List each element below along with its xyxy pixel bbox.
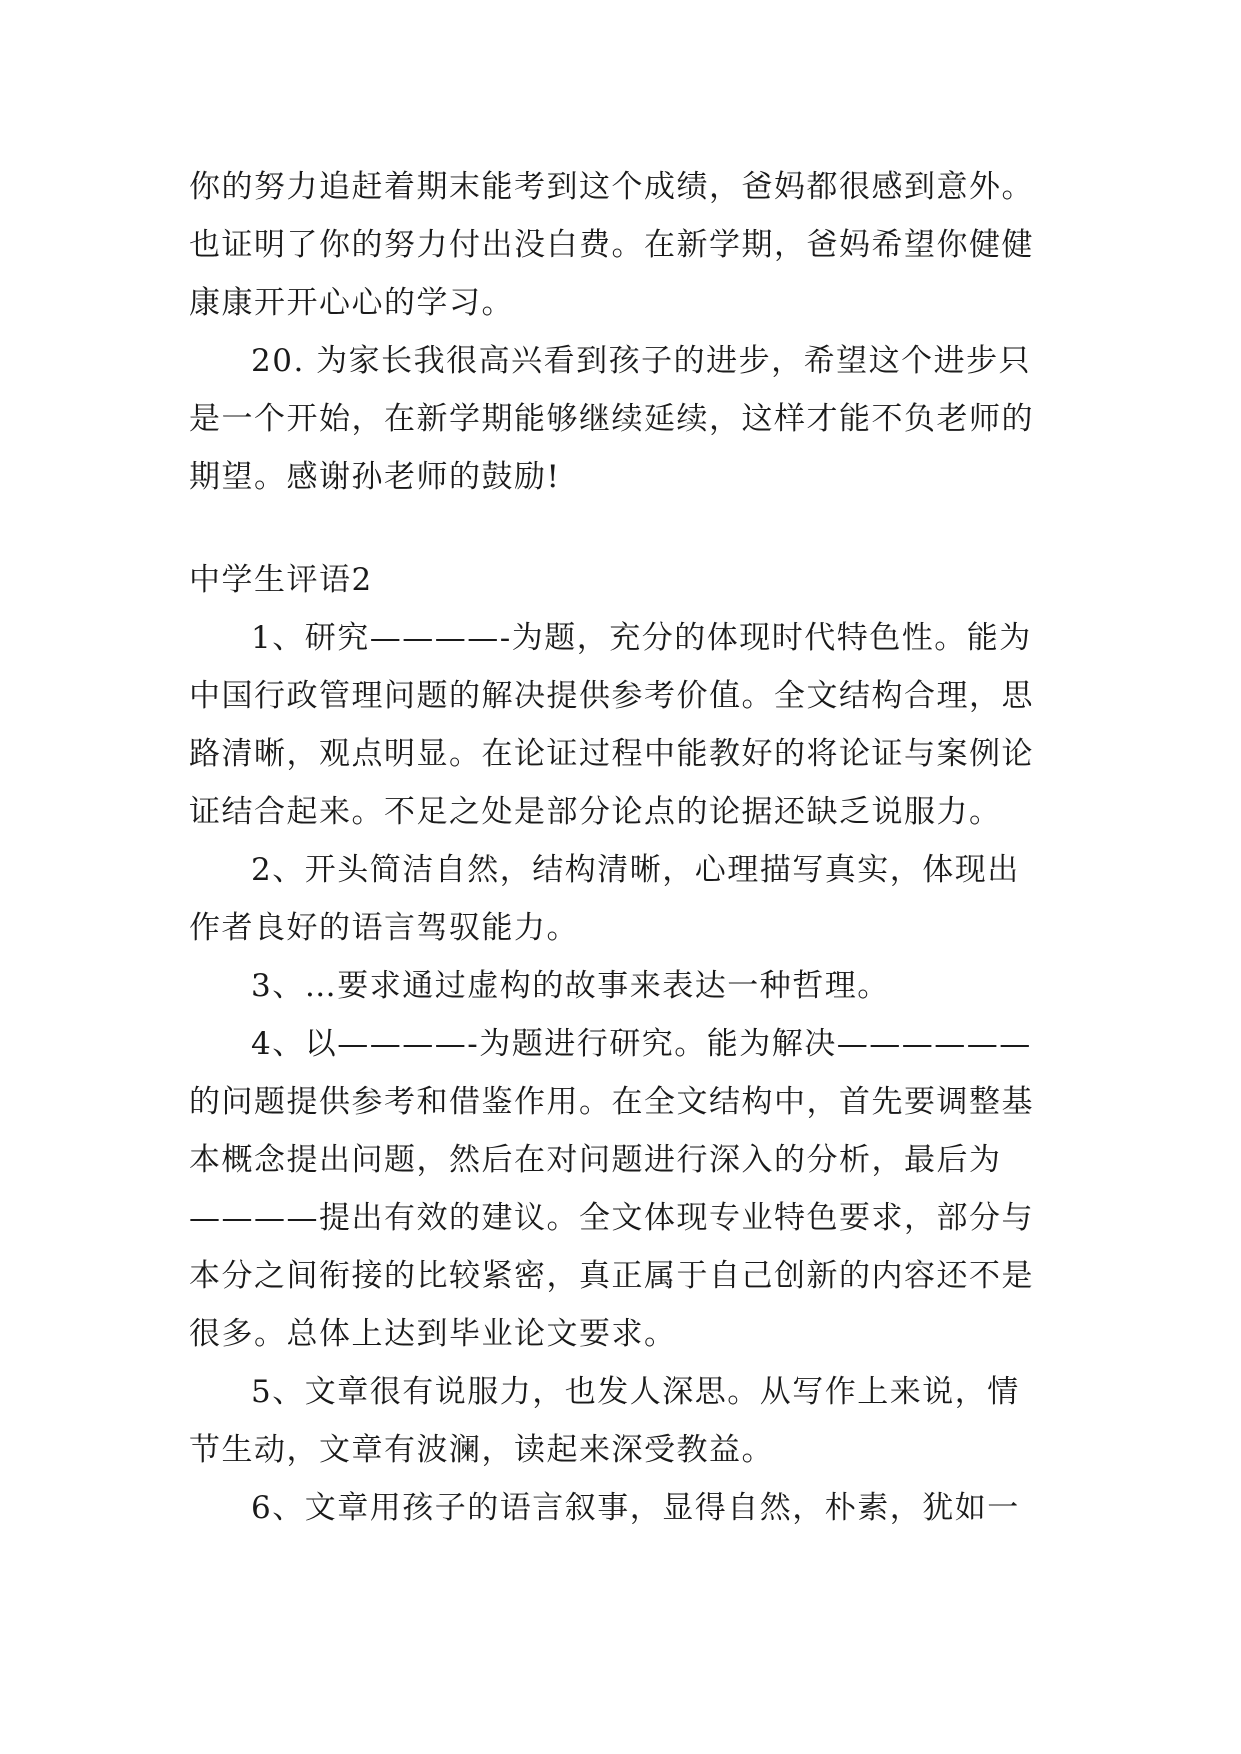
paragraph-item-1: 1、研究————-为题，充分的体现时代特色性。能为中国行政管理问题的解决提供参考价值。全文结构合理，思路清晰，观点明显。在论证过程中能教好的将论证与案例论证结合起来。不足之处是部分论点的论据还缺乏说服力。 xyxy=(189,620,1034,830)
paragraph-item-4: 4、以————-为题进行研究。能为解决——————的问题提供参考和借鉴作用。在全文结构中，首先要调整基本概念提出问题，然后在对问题进行深入的分析，最后为————提出有效的建议。全文体现专业特色要求，部分与本分之间衔接的比较紧密，真正属于自己创新的内容还不是很多。总体上达到毕业论文要求。 xyxy=(189,1026,1034,1352)
paragraph-continuation: 你的努力追赶着期末能考到这个成绩，爸妈都很感到意外。也证明了你的努力付出没白费。在新学期，爸妈希望你健健康康开开心心的学习。 xyxy=(189,169,1034,321)
paragraph-item-5: 5、文章很有说服力，也发人深思。从写作上来说，情节生动，文章有波澜，读起来深受教益。 xyxy=(189,1374,1020,1468)
paragraph-item-3: 3、…要求通过虚构的故事来表达一种哲理。 xyxy=(251,968,890,1004)
paragraph-item-2: 2、开头简洁自然，结构清晰，心理描写真实，体现出作者良好的语言驾驭能力。 xyxy=(189,852,1020,946)
document-body xyxy=(189,158,1049,1537)
paragraph-item-6: 6、文章用孩子的语言叙事，显得自然，朴素，犹如一 xyxy=(251,1490,1020,1526)
section-heading: 中学生评语2 xyxy=(189,562,373,598)
paragraph-item-20: 20. 为家长我很高兴看到孩子的进步，希望这个进步只是一个开始，在新学期能够继续延续，这样才能不负老师的期望。感谢孙老师的鼓励! xyxy=(189,343,1034,495)
